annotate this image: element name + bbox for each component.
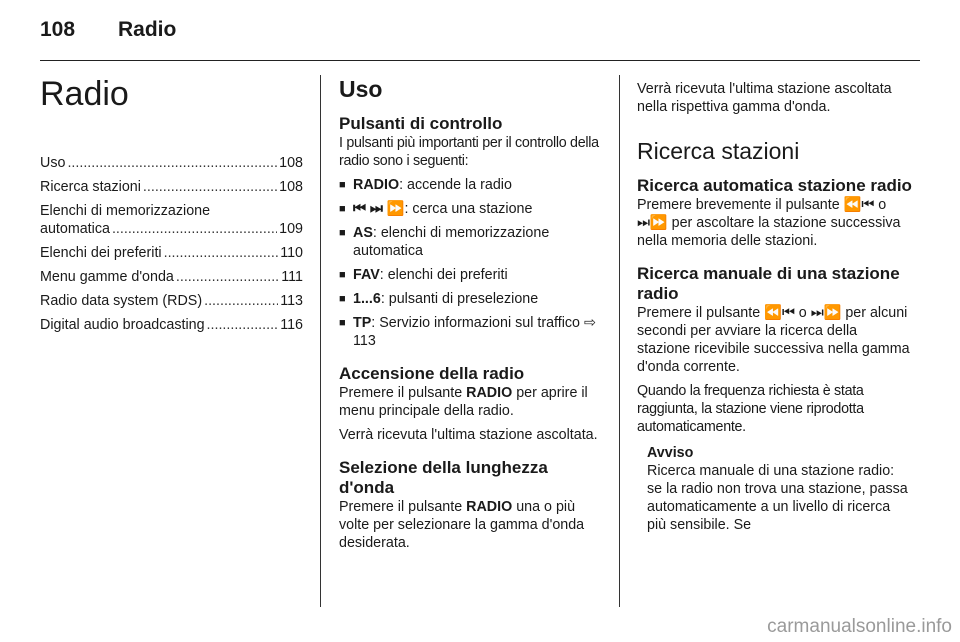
column-divider-1 bbox=[320, 75, 321, 607]
toc-item-dab[interactable] bbox=[40, 316, 303, 334]
button-key-label: RADIO bbox=[353, 177, 400, 193]
subheading-controls: Pulsanti di controllo bbox=[339, 114, 503, 133]
band-paragraph: Premere il pulsante RADIO una o più volte per selezionare la gamma d'onda desiderata. bbox=[339, 499, 585, 551]
toc-item-page: 116 bbox=[280, 317, 303, 333]
subheading-band: Selezione della lunghezza d'onda bbox=[339, 458, 548, 497]
toc-column bbox=[40, 76, 303, 340]
toc-item-page: 108 bbox=[279, 155, 303, 171]
toc-item-page: 111 bbox=[281, 269, 303, 285]
section-heading-search: Ricerca stazioni bbox=[637, 138, 800, 164]
seek-icons: ⏮ ⏭ ⏩ bbox=[353, 201, 405, 217]
power-paragraph-2: Verrà ricevuta l'ultima stazione ascoltata. bbox=[339, 427, 598, 443]
page-header bbox=[40, 18, 920, 48]
list-item: ■ 1...6: pulsanti di preselezione bbox=[339, 290, 605, 308]
toc-item-label: Elenchi dei preferiti bbox=[40, 245, 162, 261]
toc-item-label: automatica bbox=[40, 221, 110, 237]
toc-item-page: 108 bbox=[279, 179, 303, 195]
header-chapter-title: Radio bbox=[118, 18, 177, 41]
notice-text: Ricerca manuale di una stazione radio: se la radio non trova una stazione, passa automaticamente a un livello di ricerca più sensibile. Se bbox=[647, 463, 908, 533]
list-item: ■ RADIO: accende la radio bbox=[339, 176, 605, 194]
page-number: 108 bbox=[40, 18, 76, 41]
button-key-label: AS bbox=[353, 225, 373, 241]
toc-item-label: Uso bbox=[40, 155, 66, 171]
toc-item-preferiti[interactable] bbox=[40, 244, 303, 262]
list-item: ■ FAV: elenchi dei preferiti bbox=[339, 266, 605, 284]
manual-search-paragraph-1: Premere il pulsante ⏪⏮ o ⏭⏩ per alcuni secondi per avviare la ricerca della stazione ricevibile successiva nella gamma d'onda corrente. bbox=[637, 305, 910, 375]
list-item: ■ TP: Servizio informazioni sul traffico ⇨ 113 bbox=[339, 314, 605, 350]
power-paragraph-1: Premere il pulsante RADIO per aprire il menu principale della radio. bbox=[339, 385, 588, 419]
column-divider-2 bbox=[619, 75, 620, 607]
toc-item-label-line1: Elenchi di memorizzazione bbox=[40, 203, 211, 219]
toc-item-rds[interactable] bbox=[40, 292, 303, 310]
button-key-label: 1...6 bbox=[353, 291, 381, 307]
header-divider bbox=[40, 60, 920, 61]
toc-item-label: Menu gamme d'onda bbox=[40, 269, 174, 285]
toc-item-memorizzazione-automatica[interactable] bbox=[40, 202, 303, 238]
watermark: carmanualsonline.info bbox=[767, 616, 952, 637]
list-item: ■ AS: elenchi di memorizzazione automatica bbox=[339, 224, 605, 260]
notice-box bbox=[647, 444, 913, 534]
toc-item-label: Ricerca stazioni bbox=[40, 179, 141, 195]
toc-item-page: 113 bbox=[280, 293, 303, 309]
auto-search-paragraph: Premere brevemente il pulsante ⏪⏮ o ⏭⏩ per ascoltare la stazione successiva nella memoria delle stazioni. bbox=[637, 197, 901, 249]
notice-heading: Avviso bbox=[647, 445, 694, 461]
list-item: ■ ⏮ ⏭ ⏩: cerca una stazione bbox=[339, 200, 605, 218]
section-heading-uso: Uso bbox=[339, 76, 383, 102]
subheading-power: Accensione della radio bbox=[339, 364, 525, 383]
toc-item-page: 109 bbox=[279, 221, 303, 237]
chapter-title: Radio bbox=[40, 75, 129, 113]
toc-item-label: Digital audio broadcasting bbox=[40, 317, 205, 333]
lead-paragraph: Verrà ricevuta l'ultima stazione ascoltata nella rispettiva gamma d'onda. bbox=[637, 81, 892, 115]
button-key-label: TP bbox=[353, 315, 372, 331]
subheading-manual-search: Ricerca manuale di una stazione radio bbox=[637, 264, 900, 303]
toc-item-page: 110 bbox=[280, 245, 303, 261]
manual-search-paragraph-2: Quando la frequenza richiesta è stata raggiunta, la stazione viene riprodotta automaticamente. bbox=[637, 383, 864, 435]
button-key-label: FAV bbox=[353, 267, 380, 283]
toc-item-ricerca-stazioni[interactable] bbox=[40, 178, 303, 196]
toc-item-uso[interactable] bbox=[40, 154, 303, 172]
toc-item-label: Radio data system (RDS) bbox=[40, 293, 203, 309]
uso-column bbox=[339, 76, 605, 558]
search-column bbox=[637, 80, 913, 534]
subheading-auto-search: Ricerca automatica stazione radio bbox=[637, 176, 912, 195]
controls-intro: I pulsanti più importanti per il controllo della radio sono i seguenti: bbox=[339, 135, 599, 169]
controls-list bbox=[339, 176, 605, 350]
toc-item-gamme-onda[interactable] bbox=[40, 268, 303, 286]
